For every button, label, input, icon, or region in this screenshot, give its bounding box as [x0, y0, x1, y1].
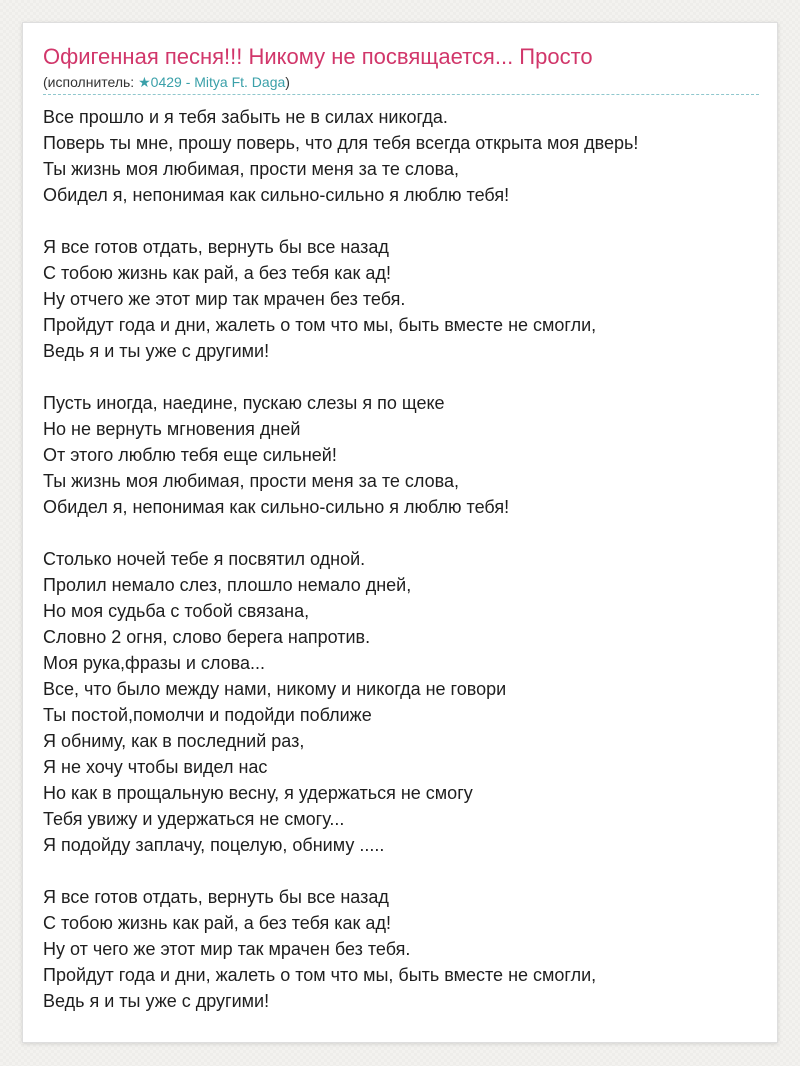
song-title: Офигенная песня!!! Никому не посвящается... Просто — [43, 44, 593, 69]
lyric-line: Я обниму, как в последний раз, — [43, 731, 305, 751]
lyric-line: Обидел я, непонимая как сильно-сильно я люблю тебя! — [43, 185, 510, 205]
lyric-line: Все прошло и я тебя забыть не в силах никогда. — [43, 107, 448, 127]
artist-link[interactable] — [138, 74, 285, 90]
lyric-line: Словно 2 огня, слово берега напротив. — [43, 627, 371, 647]
lyric-line: Пройдут года и дни, жалеть о том что мы, быть вместе не смогли, — [43, 315, 597, 335]
lyric-line: Я все готов отдать, вернуть бы все назад — [43, 887, 389, 907]
lyric-line: Все, что было между нами, никому и никогда не говори — [43, 679, 507, 699]
lyric-line: Обидел я, непонимая как сильно-сильно я люблю тебя! — [43, 497, 510, 517]
lyric-line: Пусть иногда, наедине, пускаю слезы я по щеке — [43, 393, 445, 413]
lyric-line: Я подойду заплачу, поцелую, обниму ..... — [43, 835, 385, 855]
lyric-line: Ты жизнь моя любимая, прости меня за те слова, — [43, 159, 459, 179]
lyric-line: Я не хочу чтобы видел нас — [43, 757, 268, 777]
lyric-line: Моя рука,фразы и слова... — [43, 653, 266, 673]
artist-name: 0429 - Mitya Ft. Daga — [150, 74, 286, 90]
lyric-line: Ну отчего же этот мир так мрачен без тебя. — [43, 289, 406, 309]
stanza — [43, 234, 763, 364]
lyric-line: Пролил немало слез, плошло немало дней, — [43, 575, 412, 595]
lyrics-card — [22, 22, 778, 1043]
artist-suffix: ) — [285, 74, 290, 90]
stanza — [43, 884, 763, 1014]
lyric-line: С тобою жизнь как рай, а без тебя как ад! — [43, 913, 391, 933]
stanza — [43, 104, 763, 208]
lyric-line: Столько ночей тебе я посвятил одной. — [43, 549, 366, 569]
star-icon: ★ — [138, 74, 151, 90]
lyric-line: Тебя увижу и удержаться не смогу... — [43, 809, 345, 829]
lyric-line: Ты постой,помолчи и подойди поближе — [43, 705, 372, 725]
artist-prefix: (исполнитель: — [43, 74, 139, 90]
lyric-line: Пройдут года и дни, жалеть о том что мы, быть вместе не смогли, — [43, 965, 597, 985]
lyric-line: От этого люблю тебя еще сильней! — [43, 445, 337, 465]
lyric-line: Ведь я и ты уже с другими! — [43, 991, 270, 1011]
lyric-line: Ты жизнь моя любимая, прости меня за те слова, — [43, 471, 459, 491]
lyric-line: Ведь я и ты уже с другими! — [43, 341, 270, 361]
lyric-line: Но как в прощальную весну, я удержаться не смогу — [43, 783, 473, 803]
stanza — [43, 390, 763, 520]
lyric-line: Ну от чего же этот мир так мрачен без тебя. — [43, 939, 411, 959]
lyric-line: Но моя судьба с тобой связана, — [43, 601, 310, 621]
lyrics-body — [43, 104, 763, 1040]
title-divider — [43, 94, 759, 95]
lyric-line: Поверь ты мне, прошу поверь, что для тебя всегда открыта моя дверь! — [43, 133, 639, 153]
lyric-line: Я все готов отдать, вернуть бы все назад — [43, 237, 389, 257]
artist-line — [43, 73, 290, 91]
stanza — [43, 546, 763, 858]
lyric-line: Но не вернуть мгновения дней — [43, 419, 301, 439]
lyric-line: С тобою жизнь как рай, а без тебя как ад! — [43, 263, 391, 283]
